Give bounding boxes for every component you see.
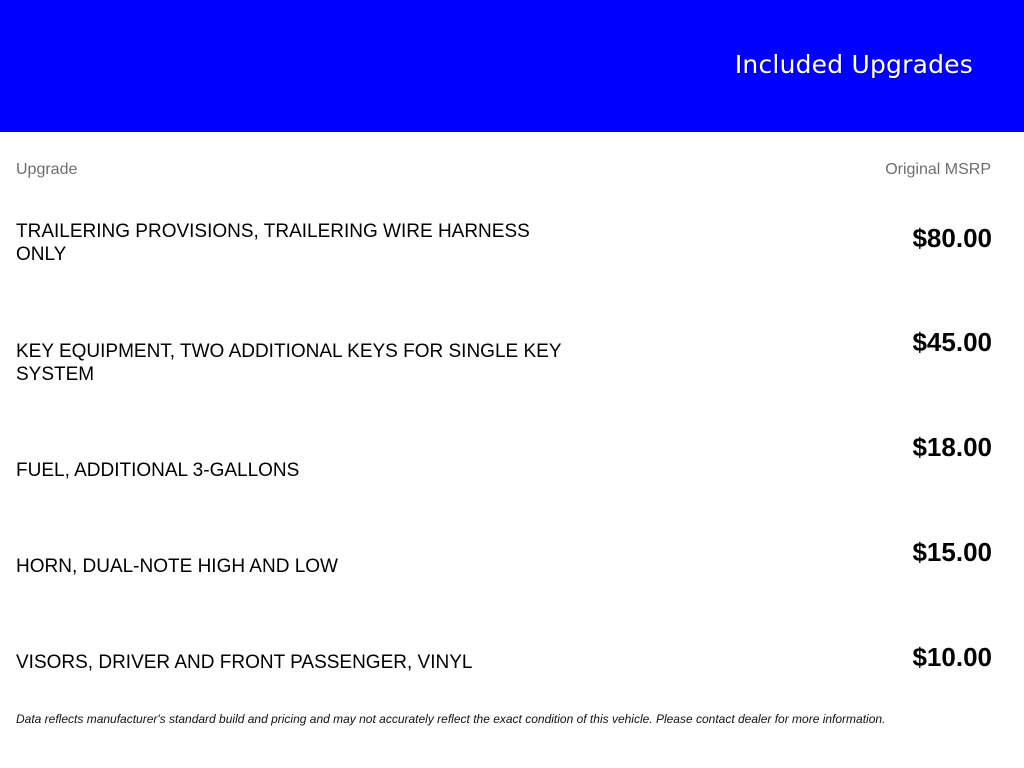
upgrade-price: $10.00 (912, 642, 992, 672)
upgrade-price: $18.00 (912, 432, 992, 462)
column-header-msrp: Original MSRP (885, 161, 991, 178)
upgrade-name: FUEL, ADDITIONAL 3-GALLONS (16, 460, 300, 481)
page-title: Included Upgrades (734, 50, 973, 79)
header-banner (0, 0, 1024, 132)
upgrade-name: VISORS, DRIVER AND FRONT PASSENGER, VINYL (16, 652, 473, 673)
upgrade-name: KEY EQUIPMENT, TWO ADDITIONAL KEYS FOR SINGLE KEY SYSTEM (16, 341, 562, 385)
disclaimer-text: Data reflects manufacturer's standard build and pricing and may not accurately reflect the exact condition of this vehicle. Please contact dealer for more information. (16, 712, 886, 726)
column-header-upgrade: Upgrade (16, 161, 78, 178)
upgrade-price: $45.00 (912, 327, 992, 357)
upgrade-name: TRAILERING PROVISIONS, TRAILERING WIRE HARNESS ONLY (16, 221, 530, 265)
upgrade-price: $15.00 (912, 537, 992, 567)
upgrade-price: $80.00 (912, 223, 992, 253)
upgrade-name: HORN, DUAL-NOTE HIGH AND LOW (16, 556, 338, 577)
